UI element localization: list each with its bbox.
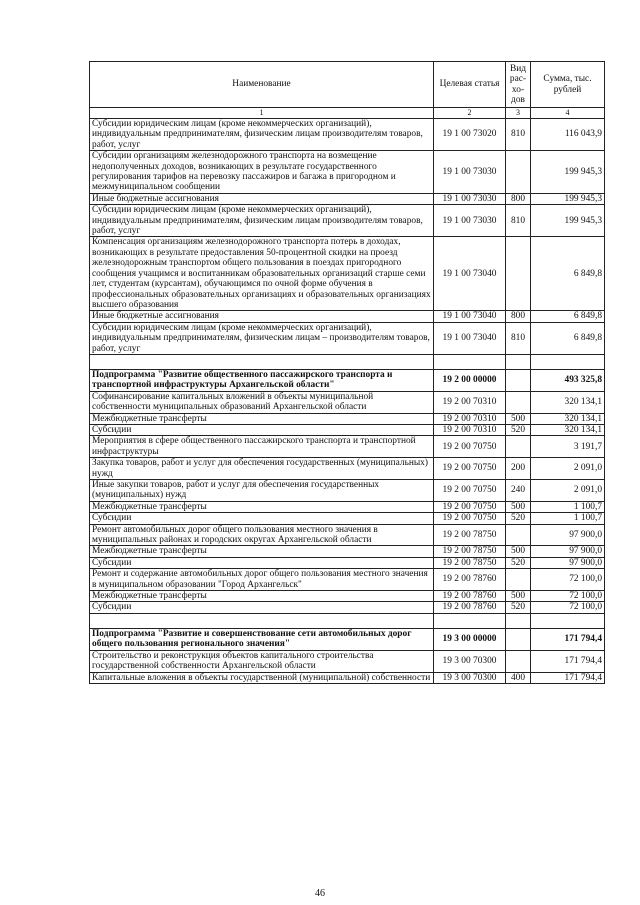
row-name-cell: Иные бюджетные ассигнования (90, 311, 434, 322)
target-article-cell: 19 1 00 73020 (434, 119, 506, 151)
row-name-cell: Мероприятия в сфере общественного пассажирского транспорта и транспортной инфраструктуры (90, 436, 434, 458)
sum-cell: 116 043,9 (531, 119, 605, 151)
expense-type-cell: 200 (506, 458, 531, 480)
expense-type-cell (506, 391, 531, 413)
row-name-cell: Межбюджетные трансферты (90, 591, 434, 602)
table-row (90, 151, 605, 194)
sum-cell: 199 945,3 (531, 193, 605, 204)
table-row (90, 391, 605, 413)
expense-type-cell: 400 (506, 672, 531, 683)
target-article-cell: 19 1 00 73040 (434, 322, 506, 354)
target-article-cell: 19 1 00 73030 (434, 151, 506, 194)
row-name-cell: Компенсация организациям железнодорожного транспорта потерь в доходах, возникающих в результате предоставления 50-процентной скидки на проезд железнодорожным транспортом общего пользования в поездах пригородного сообщения учащимся и воспитанникам образовательных организаций старше семи лет, студентам (курсантам), обучающимся по очной форме обучения в профессиональных образовательных организациях и образовательных организациях высшего образования (90, 237, 434, 311)
table-row (90, 557, 605, 568)
sum-cell: 97 900,0 (531, 557, 605, 568)
page-number: 46 (315, 888, 325, 899)
spacer-row (90, 613, 605, 628)
sum-cell: 72 100,0 (531, 569, 605, 591)
target-article-cell: 19 2 00 78750 (434, 524, 506, 546)
row-name-cell: Субсидии юридическим лицам (кроме некоммерческих организаций), индивидуальным предпринимателям, физическим лицам производителям товаров, работ, услуг (90, 119, 434, 151)
spacer-cell (90, 613, 434, 628)
sum-cell: 1 100,7 (531, 513, 605, 524)
target-article-cell: 19 2 00 70750 (434, 458, 506, 480)
expense-type-cell (506, 569, 531, 591)
table-row (90, 501, 605, 512)
column-number-row (90, 108, 605, 119)
sum-cell: 2 091,0 (531, 458, 605, 480)
column-number: 2 (434, 108, 506, 119)
expense-type-cell: 810 (506, 205, 531, 237)
row-name-cell: Межбюджетные трансферты (90, 501, 434, 512)
column-number: 1 (90, 108, 434, 119)
column-number: 3 (506, 108, 531, 119)
expense-type-cell: 800 (506, 311, 531, 322)
table-row (90, 602, 605, 613)
table-row (90, 413, 605, 424)
sum-cell: 97 900,0 (531, 524, 605, 546)
sum-cell: 320 134,1 (531, 391, 605, 413)
expense-type-cell (506, 524, 531, 546)
expense-type-cell (506, 436, 531, 458)
expense-type-cell (506, 628, 531, 650)
header-expense-type: Вид рас- хо- дов (506, 62, 531, 108)
table-row (90, 513, 605, 524)
sum-cell: 3 191,7 (531, 436, 605, 458)
spacer-cell (434, 354, 506, 369)
row-name-cell: Иные бюджетные ассигнования (90, 193, 434, 204)
target-article-cell: 19 1 00 73040 (434, 237, 506, 311)
table-row (90, 650, 605, 672)
expense-type-cell (506, 650, 531, 672)
sum-cell: 2 091,0 (531, 480, 605, 502)
row-name-cell: Капитальные вложения в объекты государственной (муниципальной) собственности (90, 672, 434, 683)
expense-type-cell: 240 (506, 480, 531, 502)
row-name-cell: Субсидии (90, 424, 434, 435)
target-article-cell: 19 2 00 70310 (434, 391, 506, 413)
spacer-cell (506, 354, 531, 369)
sum-cell: 493 325,8 (531, 369, 605, 391)
target-article-cell: 19 2 00 70750 (434, 501, 506, 512)
row-name-cell: Ремонт автомобильных дорог общего пользования местного значения в муниципальных районах и городских округах Архангельской области (90, 524, 434, 546)
expense-type-cell: 810 (506, 119, 531, 151)
table-row (90, 480, 605, 502)
target-article-cell: 19 2 00 78750 (434, 546, 506, 557)
table-row (90, 424, 605, 435)
spacer-row (90, 354, 605, 369)
target-article-cell: 19 3 00 70300 (434, 672, 506, 683)
expense-type-cell: 500 (506, 413, 531, 424)
row-name-cell: Субсидии (90, 602, 434, 613)
target-article-cell: 19 2 00 78760 (434, 591, 506, 602)
row-name-cell: Субсидии организациям железнодорожного транспорта на возмещение недополученных доходов, возникающих в результате государственного регулирования тарифов на перевозку пассажиров и багажа в пригородном и межмуниципальном сообщении (90, 151, 434, 194)
target-article-cell: 19 2 00 70310 (434, 424, 506, 435)
expense-type-cell: 520 (506, 602, 531, 613)
target-article-cell: 19 2 00 00000 (434, 369, 506, 391)
spacer-cell (531, 354, 605, 369)
sum-cell: 171 794,4 (531, 672, 605, 683)
table-row (90, 672, 605, 683)
target-article-cell: 19 2 00 70750 (434, 436, 506, 458)
table-row (90, 193, 605, 204)
subprogram-row (90, 369, 605, 391)
target-article-cell: 19 2 00 70750 (434, 513, 506, 524)
table-row (90, 237, 605, 311)
sum-cell: 199 945,3 (531, 205, 605, 237)
sum-cell: 199 945,3 (531, 151, 605, 194)
subprogram-row (90, 628, 605, 650)
table-row (90, 322, 605, 354)
row-name-cell: Иные закупки товаров, работ и услуг для обеспечения государственных (муниципальных) нужд (90, 480, 434, 502)
column-number: 4 (531, 108, 605, 119)
table-body (90, 62, 605, 684)
target-article-cell: 19 1 00 73030 (434, 193, 506, 204)
target-article-cell: 19 2 00 78760 (434, 602, 506, 613)
header-sum: Сумма, тыс. рублей (531, 62, 605, 108)
row-name-cell: Межбюджетные трансферты (90, 546, 434, 557)
target-article-cell: 19 3 00 00000 (434, 628, 506, 650)
spacer-cell (531, 613, 605, 628)
table-row (90, 436, 605, 458)
header-target-article: Целевая статья (434, 62, 506, 108)
expense-type-cell (506, 151, 531, 194)
spacer-cell (434, 613, 506, 628)
sum-cell: 320 134,1 (531, 424, 605, 435)
row-name-cell: Субсидии юридическим лицам (кроме некоммерческих организаций), индивидуальным предпринимателям, физическим лицам – производителям товаров, работ, услуг (90, 322, 434, 354)
row-name-cell: Ремонт и содержание автомобильных дорог общего пользования местного значения в муниципальном образовании "Город Архангельск" (90, 569, 434, 591)
row-name-cell: Строительство и реконструкция объектов капитального строительства государственной собственности Архангельской области (90, 650, 434, 672)
table-row (90, 458, 605, 480)
target-article-cell: 19 2 00 70750 (434, 480, 506, 502)
row-name-cell: Межбюджетные трансферты (90, 413, 434, 424)
target-article-cell: 19 1 00 73040 (434, 311, 506, 322)
table-row (90, 569, 605, 591)
budget-table (89, 61, 605, 684)
table-row (90, 311, 605, 322)
header-name: Наименование (90, 62, 434, 108)
target-article-cell: 19 3 00 70300 (434, 650, 506, 672)
sum-cell: 171 794,4 (531, 628, 605, 650)
target-article-cell: 19 1 00 73030 (434, 205, 506, 237)
sum-cell: 1 100,7 (531, 501, 605, 512)
row-name-cell: Подпрограмма "Развитие и совершенствование сети автомобильных дорог общего пользования регионального значения" (90, 628, 434, 650)
spacer-cell (90, 354, 434, 369)
table-row (90, 546, 605, 557)
expense-type-cell (506, 237, 531, 311)
sum-cell: 72 100,0 (531, 602, 605, 613)
table-header-row (90, 62, 605, 108)
expense-type-cell: 520 (506, 513, 531, 524)
expense-type-cell: 810 (506, 322, 531, 354)
sum-cell: 6 849,8 (531, 322, 605, 354)
sum-cell: 6 849,8 (531, 311, 605, 322)
sum-cell: 97 900,0 (531, 546, 605, 557)
table-row (90, 591, 605, 602)
table-row (90, 119, 605, 151)
target-article-cell: 19 2 00 78760 (434, 569, 506, 591)
expense-type-cell (506, 369, 531, 391)
sum-cell: 320 134,1 (531, 413, 605, 424)
target-article-cell: 19 2 00 78750 (434, 557, 506, 568)
sum-cell: 72 100,0 (531, 591, 605, 602)
sum-cell: 171 794,4 (531, 650, 605, 672)
expense-type-cell: 500 (506, 546, 531, 557)
spacer-cell (506, 613, 531, 628)
row-name-cell: Субсидии (90, 557, 434, 568)
expense-type-cell: 500 (506, 501, 531, 512)
table-row (90, 524, 605, 546)
sum-cell: 6 849,8 (531, 237, 605, 311)
expense-type-cell: 520 (506, 557, 531, 568)
row-name-cell: Закупка товаров, работ и услуг для обеспечения государственных (муниципальных) нужд (90, 458, 434, 480)
row-name-cell: Подпрограмма "Развитие общественного пассажирского транспорта и транспортной инфраструктуры Архангельской области" (90, 369, 434, 391)
row-name-cell: Субсидии (90, 513, 434, 524)
expense-type-cell: 800 (506, 193, 531, 204)
target-article-cell: 19 2 00 70310 (434, 413, 506, 424)
expense-type-cell: 500 (506, 591, 531, 602)
row-name-cell: Софинансирование капитальных вложений в объекты муниципальной собственности муниципальных образований Архангельской области (90, 391, 434, 413)
row-name-cell: Субсидии юридическим лицам (кроме некоммерческих организаций), индивидуальным предпринимателям, физическим лицам производителям товаров, работ, услуг (90, 205, 434, 237)
expense-type-cell: 520 (506, 424, 531, 435)
table-row (90, 205, 605, 237)
